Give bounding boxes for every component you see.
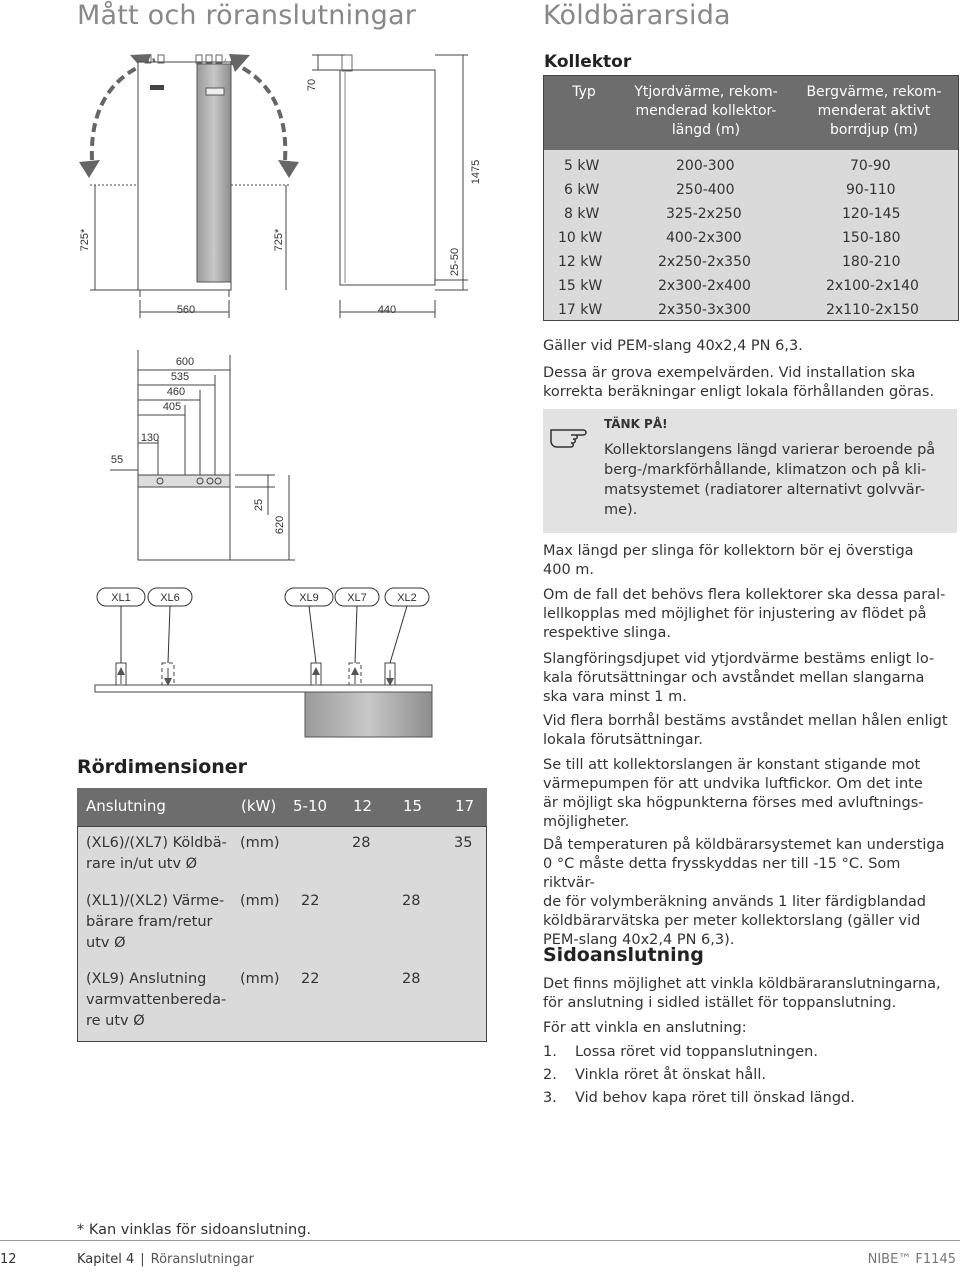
sidoanslutning-lead: För att vinkla en anslutning: xyxy=(543,1020,747,1036)
note-rough-line2: korrekta beräkningar enligt lokala förhållanden göras. xyxy=(543,384,935,400)
tip-line: matsystemet (radiatorer alternativt golvvär- xyxy=(604,482,925,498)
dim-25-50: 25-50 xyxy=(449,247,461,277)
tip-line: Kollektorslangens längd varierar beroende på xyxy=(604,442,936,458)
rordimensioner-table-body xyxy=(77,826,487,1042)
header-ytjord-line3: längd (m) xyxy=(671,122,741,138)
cell-berg: 70-90 xyxy=(850,158,891,174)
top-view-unit xyxy=(138,475,230,560)
cell-ytjord: 400-2x300 xyxy=(666,230,742,246)
conn-xl6: XL6 xyxy=(160,592,180,604)
cell-typ: 10 kW xyxy=(558,230,603,246)
table-row xyxy=(544,227,958,251)
cell-berg: 2x110-2x150 xyxy=(826,302,919,318)
row-value: 28 xyxy=(402,971,421,987)
dimension-drawing xyxy=(0,0,540,750)
cell-typ: 17 kW xyxy=(558,302,603,318)
cell-ytjord: 2x350-3x300 xyxy=(658,302,751,318)
brand-logo xyxy=(150,85,164,90)
header-12: 12 xyxy=(353,797,373,815)
dim-725-right: 725* xyxy=(273,228,285,252)
dim-725-left: 725* xyxy=(79,228,91,252)
sidoanslutning-intro: Det finns möjlighet att vinkla köldbäraranslutningarna, för anslutning i sidled istället för toppanslutning. xyxy=(543,976,941,1011)
table-row xyxy=(544,299,958,323)
row-label-xl1-xl2: (XL1)/(XL2) Värme- bärare fram/retur utv Ø xyxy=(86,893,225,951)
row-value: 22 xyxy=(301,971,320,987)
cell-ytjord: 325-2x250 xyxy=(666,206,742,222)
cell-berg: 180-210 xyxy=(842,254,901,270)
header-ytjord-line1: Ytjordvärme, rekom- xyxy=(634,84,778,100)
cell-typ: 5 kW xyxy=(564,158,600,174)
section-label: Röranslutningar xyxy=(150,1252,254,1267)
conn-xl7: XL7 xyxy=(347,592,367,604)
left-page-title: Mått och röranslutningar xyxy=(77,0,417,31)
dim-130: 130 xyxy=(140,432,160,444)
row-value: 22 xyxy=(301,893,320,909)
swing-arrow-right xyxy=(225,60,285,160)
cell-berg: 120-145 xyxy=(842,206,901,222)
connection-labels xyxy=(97,588,429,606)
footnote: * Kan vinklas för sidoanslutning. xyxy=(77,1222,312,1238)
cell-berg: 2x100-2x140 xyxy=(826,278,919,294)
dim-55: 55 xyxy=(110,454,124,466)
conn-xl9: XL9 xyxy=(299,592,319,604)
header-berg-line3: borrdjup (m) xyxy=(829,122,919,138)
cell-ytjord: 2x250-2x350 xyxy=(658,254,751,270)
table-row xyxy=(544,275,958,299)
row-label-xl9: (XL9) Anslutning varmvattenbereda- re utv Ø xyxy=(86,971,227,1029)
cell-typ: 15 kW xyxy=(558,278,603,294)
header-berg-line2: menderat aktivt xyxy=(817,103,931,119)
dim-460: 460 xyxy=(166,386,186,398)
header-berg xyxy=(792,83,956,140)
kollektor-table-body xyxy=(544,150,958,320)
row-value: 35 xyxy=(454,835,473,851)
header-anslutning: Anslutning xyxy=(86,797,166,815)
dim-25: 25 xyxy=(253,498,265,512)
kollektor-table xyxy=(543,75,959,321)
paragraph-boreholes: Vid flera borrhål bestäms avståndet mellan hålen enligt lokala förutsättningar. xyxy=(543,713,948,748)
row-label-xl6-xl7: (XL6)/(XL7) Köldbä- rare in/ut utv Ø xyxy=(86,835,227,872)
side-view-unit xyxy=(340,70,435,285)
paragraph-air-pockets: Se till att kollektorslangen är konstant stigande mot värmepumpen för att undvika luftfickor. Om det inte är möjligt ska högpunkterna förses med avluftnings- möjligheter. xyxy=(543,757,924,830)
footer-brand: NIBE™ F1145 xyxy=(867,1252,956,1267)
table-row xyxy=(544,179,958,203)
tip-line: berg-/markförhållande, klimatzon och på kli- xyxy=(604,462,927,478)
conn-xl2: XL2 xyxy=(397,592,417,604)
dim-1475: 1475 xyxy=(470,159,482,185)
footer-chapter: Kapitel 4 | Röranslutningar xyxy=(77,1252,254,1267)
header-typ: Typ xyxy=(572,84,596,100)
right-page-title: Köldbärarsida xyxy=(543,0,731,31)
table-row xyxy=(544,251,958,275)
paragraph-max-length: Max längd per slinga för kollektorn bör ej överstiga 400 m. xyxy=(543,543,914,578)
cell-typ: 8 kW xyxy=(564,206,600,222)
row-unit: (mm) xyxy=(240,971,280,987)
row-value: 28 xyxy=(352,835,371,851)
header-ytjord-line2: menderad kollektor- xyxy=(635,103,777,119)
paragraph-multiple-collectors: Om de fall det behövs flera kollektorer ska dessa paral- lellkopplas med möjlighet för injustering av flödet på respektive slinga. xyxy=(543,587,946,641)
tip-box xyxy=(543,409,957,533)
note-rough-values xyxy=(543,364,955,402)
list-item: 3. Vid behov kapa röret till önskad längd. xyxy=(543,1090,855,1106)
header-kw: (kW) xyxy=(241,797,277,815)
paragraph-antifreeze: Då temperaturen på köldbärarsystemet kan understiga 0 °C måste detta frysskyddas ner till -15 °C. Som riktvär- de för volymberäkning används 1 liter färdigblandad köldbärarvätska per meter kollektorslang (gäller vid PEM-slang 40x2,4 PN 6,3). xyxy=(543,837,945,948)
list-item: 1. Lossa röret vid toppanslutningen. xyxy=(543,1044,818,1060)
row-unit: (mm) xyxy=(240,893,280,909)
chapter-label: Kapitel 4 xyxy=(77,1252,135,1267)
header-17: 17 xyxy=(455,797,475,815)
dim-600: 600 xyxy=(175,356,195,368)
rordimensioner-title: Rördimensioner xyxy=(77,756,248,778)
cell-ytjord: 2x300-2x400 xyxy=(658,278,751,294)
kollektor-table-header xyxy=(544,76,958,150)
footer-divider xyxy=(0,1240,960,1241)
tip-text xyxy=(604,440,954,520)
sidoanslutning-title: Sidoanslutning xyxy=(543,944,704,966)
header-5-10: 5-10 xyxy=(293,797,328,815)
step-list xyxy=(543,1043,955,1112)
dim-535: 535 xyxy=(170,371,190,383)
page-number: 12 xyxy=(0,1252,17,1267)
front-view-panel xyxy=(197,64,231,282)
pointing-hand-icon xyxy=(549,421,597,451)
dim-440: 440 xyxy=(377,304,397,316)
kollektor-title: Kollektor xyxy=(544,52,632,72)
header-15: 15 xyxy=(403,797,423,815)
dim-70: 70 xyxy=(306,78,318,92)
cell-berg: 90-110 xyxy=(846,182,896,198)
cell-berg: 150-180 xyxy=(842,230,901,246)
header-ytjord xyxy=(622,83,790,140)
tip-line: me). xyxy=(604,502,638,518)
note-rough-line1: Dessa är grova exempelvärden. Vid installation ska xyxy=(543,365,916,381)
list-item: 2. Vinkla röret åt önskat håll. xyxy=(543,1067,766,1083)
header-berg-line1: Bergvärme, rekom- xyxy=(806,84,942,100)
cell-typ: 12 kW xyxy=(558,254,603,270)
cell-typ: 6 kW xyxy=(564,182,600,198)
dim-620: 620 xyxy=(274,515,286,535)
rordimensioner-header xyxy=(77,788,487,826)
paragraph-depth: Slangföringsdjupet vid ytjordvärme bestäms enligt lo- kala förutsättningar och avståndet mellan slangarna ska vara minst 1 m. xyxy=(543,651,935,705)
cell-ytjord: 200-300 xyxy=(676,158,735,174)
dim-405: 405 xyxy=(162,401,182,413)
note-pem: Gäller vid PEM-slang 40x2,4 PN 6,3. xyxy=(543,338,803,354)
table-row xyxy=(544,203,958,227)
row-unit: (mm) xyxy=(240,835,280,851)
tip-heading: TÄNK PÅ! xyxy=(604,417,668,431)
table-row xyxy=(544,155,958,179)
row-value: 28 xyxy=(402,893,421,909)
conn-xl1: XL1 xyxy=(111,592,131,604)
cell-ytjord: 250-400 xyxy=(676,182,735,198)
dim-560: 560 xyxy=(176,304,196,316)
